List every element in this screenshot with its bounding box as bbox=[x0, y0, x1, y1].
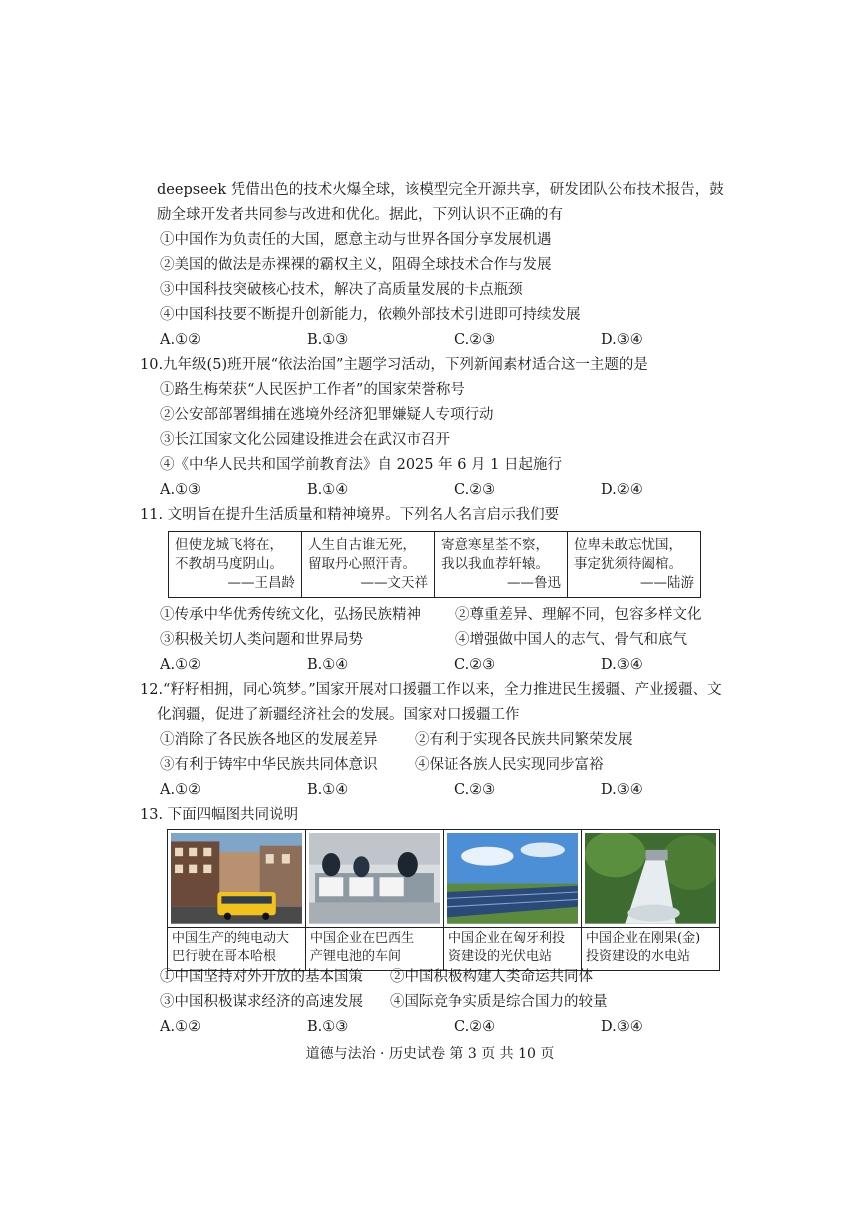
q9-item-2: ②美国的做法是赤裸裸的霸权主义，阻碍全球技术合作与发展 bbox=[160, 257, 552, 273]
quote-author: ——王昌龄 bbox=[227, 575, 295, 591]
q9-stem-line1: deepseek 凭借出色的技术火爆全球，该模型完全开源共享，研发团队公布技术报告，鼓 bbox=[157, 182, 724, 198]
q9-option-c: C.②③ bbox=[454, 332, 496, 348]
factory-photo bbox=[309, 833, 440, 924]
caption-line: 投资建设的水电站 bbox=[586, 948, 691, 964]
caption-line: 产锂电池的车间 bbox=[310, 948, 402, 964]
caption-line: 中国企业在匈牙利投 bbox=[448, 930, 566, 946]
q13-item-3: ③中国积极谋求经济的高速发展 bbox=[160, 994, 363, 1010]
quote-line: 留取丹心照汗青。 bbox=[308, 556, 416, 572]
photo-cell bbox=[168, 830, 306, 928]
q13-option-d: D.③④ bbox=[601, 1019, 643, 1035]
caption-line: 巴行驶在哥本哈根 bbox=[172, 948, 277, 964]
q13-option-a: A.①② bbox=[160, 1019, 202, 1035]
q11-stem: 11. 文明旨在提升生活质量和精神境界。下列名人名言启示我们要 bbox=[140, 507, 560, 523]
q10-option-a: A.①③ bbox=[160, 482, 202, 498]
q10-item-1: ①路生梅荣获“人民医护工作者”的国家荣誉称号 bbox=[160, 382, 465, 398]
q10-option-b: B.①④ bbox=[307, 482, 349, 498]
quote-cell bbox=[302, 532, 435, 598]
quote-author: ——文天祥 bbox=[360, 575, 428, 591]
q13-option-c: C.②④ bbox=[454, 1019, 496, 1035]
caption-line: 中国企业在刚果(金) bbox=[586, 930, 701, 946]
photo-cell bbox=[444, 830, 582, 928]
photo-cell bbox=[306, 830, 444, 928]
quote-author: ——鲁迅 bbox=[507, 575, 561, 591]
quote-line: 位卑未敢忘忧国， bbox=[574, 537, 682, 553]
photo-caption bbox=[306, 927, 444, 970]
q12-option-b: B.①④ bbox=[307, 782, 349, 798]
quote-line: 但使龙城飞将在， bbox=[175, 537, 283, 553]
quote-cell bbox=[568, 532, 701, 598]
q9-item-1: ①中国作为负责任的大国，愿意主动与世界各国分享发展机遇 bbox=[160, 232, 552, 248]
q12-option-d: D.③④ bbox=[601, 782, 643, 798]
q9-option-b: B.①③ bbox=[307, 332, 349, 348]
q12-options bbox=[160, 780, 720, 800]
q11-item-4: ④增强做中国人的志气、骨气和底气 bbox=[455, 632, 687, 648]
q11-option-c: C.②③ bbox=[454, 657, 496, 673]
q9-stem-line2: 励全球开发者共同参与改进和优化。据此，下列认识不正确的有 bbox=[157, 207, 563, 223]
q12-item-3: ③有利于铸牢中华民族共同体意识 bbox=[160, 757, 378, 773]
q11-item-3: ③积极关切人类问题和世界局势 bbox=[160, 632, 363, 648]
solar-plant-photo bbox=[447, 833, 578, 924]
quote-line: 事定犹须待阖棺。 bbox=[574, 556, 682, 572]
q11-option-b: B.①④ bbox=[307, 657, 349, 673]
q9-option-d: D.③④ bbox=[601, 332, 643, 348]
quote-cell bbox=[435, 532, 568, 598]
hydropower-photo bbox=[585, 833, 716, 924]
q9-item-4: ④中国科技要不断提升创新能力，依赖外部技术引进即可持续发展 bbox=[160, 307, 581, 323]
q12-item-2: ②有利于实现各民族共同繁荣发展 bbox=[415, 732, 633, 748]
quote-line: 不教胡马度阴山。 bbox=[175, 556, 283, 572]
q12-item-1: ①消除了各民族各地区的发展差异 bbox=[160, 732, 378, 748]
caption-line: 中国生产的纯电动大 bbox=[172, 930, 290, 946]
q11-option-a: A.①② bbox=[160, 657, 202, 673]
q12-option-a: A.①② bbox=[160, 782, 202, 798]
quote-line: 我以我血荐轩辕。 bbox=[441, 556, 549, 572]
page-footer: 道德与法治 · 历史试卷 第 3 页 共 10 页 bbox=[305, 1046, 555, 1062]
q9-option-a: A.①② bbox=[160, 332, 202, 348]
q13-stem: 13. 下面四幅图共同说明 bbox=[140, 807, 299, 823]
q10-stem: 10.九年级(5)班开展“依法治国”主题学习活动，下列新闻素材适合这一主题的是 bbox=[140, 357, 648, 373]
q12-stem-line2: 化润疆，促进了新疆经济社会的发展。国家对口援疆工作 bbox=[157, 707, 520, 723]
q13-option-b: B.①③ bbox=[307, 1019, 349, 1035]
quote-line: 寄意寒星荃不察， bbox=[441, 537, 549, 553]
photo-cell bbox=[582, 830, 720, 928]
photo-caption bbox=[168, 927, 306, 970]
q10-options bbox=[160, 480, 720, 500]
q11-options bbox=[160, 655, 720, 675]
photo-table bbox=[167, 829, 720, 971]
bus-photo bbox=[171, 833, 302, 924]
q10-item-3: ③长江国家文化公园建设推进会在武汉市召开 bbox=[160, 432, 450, 448]
photo-caption bbox=[582, 927, 720, 970]
quote-author: ——陆游 bbox=[640, 575, 694, 591]
q13-item-4: ④国际竞争实质是综合国力的较量 bbox=[390, 994, 608, 1010]
caption-line: 资建设的光伏电站 bbox=[448, 948, 553, 964]
q10-item-4: ④《中华人民共和国学前教育法》自 2025 年 6 月 1 日起施行 bbox=[160, 457, 563, 473]
q13-options bbox=[160, 1017, 720, 1037]
q10-option-c: C.②③ bbox=[454, 482, 496, 498]
caption-line: 中国企业在巴西生 bbox=[310, 930, 415, 946]
quote-line: 人生自古谁无死， bbox=[308, 537, 416, 553]
q9-options bbox=[160, 330, 720, 350]
q12-item-4: ④保证各族人民实现同步富裕 bbox=[415, 757, 604, 773]
photo-caption bbox=[444, 927, 582, 970]
q13-item-1: ①中国坚持对外开放的基本国策 bbox=[160, 969, 363, 985]
q13-item-2: ②中国积极构建人类命运共同体 bbox=[390, 969, 593, 985]
quote-table bbox=[168, 531, 701, 598]
q9-item-3: ③中国科技突破核心技术，解决了高质量发展的卡点瓶颈 bbox=[160, 282, 523, 298]
q10-option-d: D.②④ bbox=[601, 482, 643, 498]
q10-item-2: ②公安部部署缉捕在逃境外经济犯罪嫌疑人专项行动 bbox=[160, 407, 494, 423]
q12-stem-line1: 12.“籽籽相拥，同心筑梦。”国家开展对口援疆工作以来，全力推进民生援疆、产业援疆、文 bbox=[140, 682, 722, 698]
q12-option-c: C.②③ bbox=[454, 782, 496, 798]
quote-cell bbox=[169, 532, 302, 598]
q11-option-d: D.③④ bbox=[601, 657, 643, 673]
q11-item-2: ②尊重差异、理解不同，包容多样文化 bbox=[455, 607, 702, 623]
q11-item-1: ①传承中华优秀传统文化，弘扬民族精神 bbox=[160, 607, 421, 623]
